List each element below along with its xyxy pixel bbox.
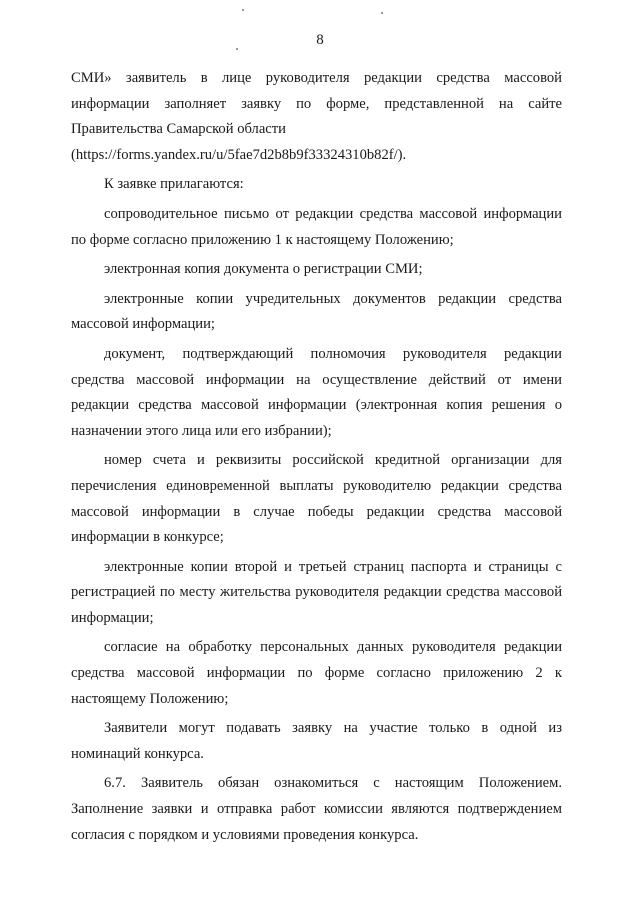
paragraph-smi-continuation: СМИ» заявитель в лице руководителя редакции средства массовой информации заполняет заявку по форме, представленной на сайте Правительства Самарской области xyxy=(71,70,562,138)
list-item-passport-copies: электронные копии второй и третьей страниц паспорта и страницы с регистрацией по месту жительства руководителя редакции средства массовой информации; xyxy=(71,558,562,626)
document-body xyxy=(71,66,562,848)
page-number: 8 xyxy=(316,32,324,48)
paragraph-section-6-7: 6.7. Заявитель обязан ознакомиться с настоящим Положением. Заполнение заявки и отправка работ комиссии являются подтверждением согласия с порядком и условиями проведения конкурса. xyxy=(71,775,562,843)
paragraph-attachments-heading: К заявке прилагаются: xyxy=(104,176,244,193)
scan-speck xyxy=(381,12,383,14)
list-item-cover-letter: сопроводительное письмо от редакции средства массовой информации по форме согласно приложению 1 к настоящему Положению; xyxy=(71,205,562,248)
list-item-bank-details: номер счета и реквизиты российской кредитной организации для перечисления единовременной выплаты руководителю редакции средства массовой информации в случае победы редакции средства массовой информации в конкурсе; xyxy=(71,452,562,546)
list-item-founding-documents: электронные копии учредительных документов редакции средства массовой информации; xyxy=(71,290,562,333)
paragraph-single-nomination: Заявители могут подавать заявку на участие только в одной из номинаций конкурса. xyxy=(71,720,562,762)
list-item-registration-copy: электронная копия документа о регистрации СМИ; xyxy=(104,261,423,278)
scan-speck xyxy=(242,9,244,11)
paragraph-form-url: (https://forms.yandex.ru/u/5fae7d2b8b9f33324310b82f/). xyxy=(71,146,407,163)
list-item-authority-document: документ, подтверждающий полномочия руководителя редакции средства массовой информации на осуществление действий от имени редакции средства массовой информации (электронная копия решения о назначении этого лица или его избрании); xyxy=(71,345,562,439)
list-item-personal-data-consent: согласие на обработку персональных данных руководителя редакции средства массовой информации по форме согласно приложению 2 к настоящему Положению; xyxy=(71,639,562,707)
